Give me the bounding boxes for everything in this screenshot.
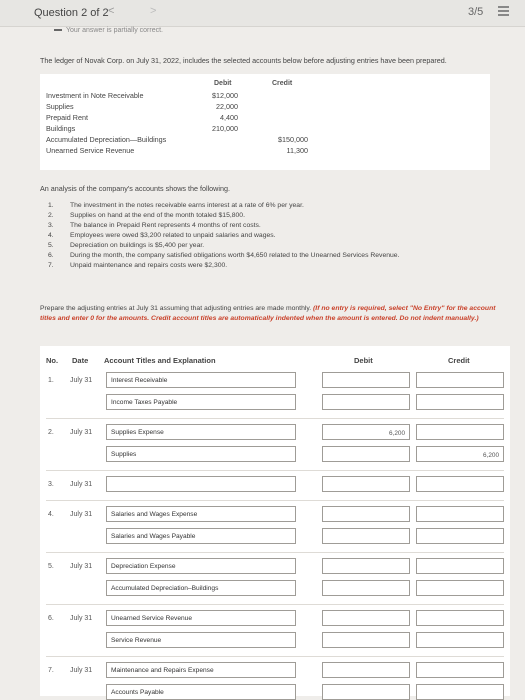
ledger-account-name: Investment in Note Receivable bbox=[46, 91, 144, 100]
entry-date: July 31 bbox=[70, 377, 93, 384]
analysis-item-number: 1. bbox=[48, 202, 54, 209]
entry-number: 4. bbox=[48, 511, 54, 518]
analysis-item bbox=[48, 262, 399, 272]
entry-date: July 31 bbox=[70, 563, 93, 570]
partial-correct-text: Your answer is partially correct. bbox=[66, 27, 164, 34]
debit-amount-field[interactable] bbox=[322, 446, 410, 462]
question-title: Question 2 of 2 bbox=[34, 7, 109, 19]
entry-date: July 31 bbox=[70, 429, 93, 436]
analysis-item-text: The investment in the notes receivable earns interest at a rate of 6% per year. bbox=[70, 202, 304, 209]
entry-divider bbox=[46, 552, 504, 553]
analysis-item-number: 7. bbox=[48, 262, 54, 269]
instructions-text: Prepare the adjusting entries at July 31 assuming that adjusting entries are made monthly. bbox=[40, 305, 312, 312]
minus-icon bbox=[54, 29, 62, 31]
account-title-field[interactable]: Income Taxes Payable bbox=[106, 394, 296, 410]
analysis-item-number: 2. bbox=[48, 212, 54, 219]
account-title-field[interactable] bbox=[106, 476, 296, 492]
analysis-item-text: Unpaid maintenance and repairs costs were $2,300. bbox=[70, 262, 228, 269]
account-title-field[interactable]: Salaries and Wages Payable bbox=[106, 528, 296, 544]
account-title-field[interactable]: Unearned Service Revenue bbox=[106, 610, 296, 626]
account-title-field[interactable]: Service Revenue bbox=[106, 632, 296, 648]
credit-amount-field[interactable] bbox=[416, 610, 504, 626]
debit-amount-field[interactable] bbox=[322, 394, 410, 410]
credit-amount-field[interactable] bbox=[416, 662, 504, 678]
ledger-debit-value: $12,000 bbox=[212, 91, 238, 100]
progress-indicator: 3/5 bbox=[468, 6, 484, 18]
ledger-account-name: Prepaid Rent bbox=[46, 113, 88, 122]
credit-amount-field[interactable] bbox=[416, 372, 504, 388]
debit-amount-field[interactable] bbox=[322, 372, 410, 388]
analysis-item bbox=[48, 212, 399, 222]
debit-amount-field[interactable] bbox=[322, 506, 410, 522]
entry-divider bbox=[46, 470, 504, 471]
entry-number: 1. bbox=[48, 377, 54, 384]
analysis-title: An analysis of the company's accounts shows the following. bbox=[40, 184, 230, 193]
debit-amount-field[interactable] bbox=[322, 558, 410, 574]
credit-amount-field[interactable] bbox=[416, 506, 504, 522]
analysis-item-number: 4. bbox=[48, 232, 54, 239]
analysis-item bbox=[48, 202, 399, 212]
account-title-field[interactable]: Accounts Payable bbox=[106, 684, 296, 700]
ledger-debit-value: 210,000 bbox=[212, 124, 238, 133]
account-title-field[interactable]: Supplies Expense bbox=[106, 424, 296, 440]
analysis-item-text: Depreciation on buildings is $5,400 per year. bbox=[70, 242, 205, 249]
entry-divider bbox=[46, 604, 504, 605]
previous-question-button[interactable]: < bbox=[108, 5, 115, 17]
debit-amount-field[interactable] bbox=[322, 476, 410, 492]
analysis-item bbox=[48, 252, 399, 262]
analysis-item-text: During the month, the company satisfied obligations worth $4,650 related to the Unearned Services Revenue. bbox=[70, 252, 400, 259]
journal-entry-table bbox=[40, 346, 510, 696]
account-title-field[interactable]: Supplies bbox=[106, 446, 296, 462]
entry-number: 5. bbox=[48, 563, 54, 570]
entry-date: July 31 bbox=[70, 511, 93, 518]
analysis-item bbox=[48, 232, 399, 242]
analysis-item bbox=[48, 222, 399, 232]
analysis-item-text: Supplies on hand at the end of the month totaled $15,800. bbox=[70, 212, 245, 219]
credit-amount-field[interactable] bbox=[416, 632, 504, 648]
debit-amount-field[interactable] bbox=[322, 684, 410, 700]
analysis-item bbox=[48, 242, 399, 252]
account-title-field[interactable]: Depreciation Expense bbox=[106, 558, 296, 574]
credit-amount-field[interactable] bbox=[416, 424, 504, 440]
entry-number: 2. bbox=[48, 429, 54, 436]
credit-amount-field[interactable]: 6,200 bbox=[416, 446, 504, 462]
ledger-account-name: Unearned Service Revenue bbox=[46, 146, 135, 155]
ledger-debit-value: 4,400 bbox=[220, 113, 238, 122]
ledger-credit-value: 11,300 bbox=[286, 146, 308, 155]
ledger-credit-header: Credit bbox=[272, 80, 293, 87]
entry-divider bbox=[46, 500, 504, 501]
entry-number: 3. bbox=[48, 481, 54, 488]
debit-amount-field[interactable] bbox=[322, 528, 410, 544]
credit-amount-field[interactable] bbox=[416, 558, 504, 574]
analysis-item-number: 3. bbox=[48, 222, 54, 229]
ledger-debit-value: 22,000 bbox=[216, 102, 238, 111]
analysis-item-text: The balance in Prepaid Rent represents 4 months of rent costs. bbox=[70, 222, 261, 229]
ledger-account-name: Buildings bbox=[46, 124, 76, 133]
entry-date: July 31 bbox=[70, 667, 93, 674]
analysis-item-text: Employees were owed $3,200 related to unpaid salaries and wages. bbox=[70, 232, 276, 239]
ledger-table bbox=[40, 74, 490, 170]
no-column-header: No. bbox=[46, 356, 59, 365]
credit-amount-field[interactable] bbox=[416, 476, 504, 492]
credit-amount-field[interactable] bbox=[416, 684, 504, 700]
debit-amount-field[interactable] bbox=[322, 632, 410, 648]
credit-column-header: Credit bbox=[448, 356, 470, 365]
analysis-item-number: 5. bbox=[48, 242, 54, 249]
instructions bbox=[40, 304, 510, 324]
entry-divider bbox=[46, 418, 504, 419]
ledger-credit-value: $150,000 bbox=[278, 135, 308, 144]
ledger-debit-header: Debit bbox=[214, 80, 232, 87]
debit-amount-field[interactable] bbox=[322, 662, 410, 678]
question-list-icon[interactable] bbox=[498, 6, 509, 16]
debit-column-header: Debit bbox=[354, 356, 373, 365]
account-title-field[interactable]: Interest Receivable bbox=[106, 372, 296, 388]
entry-number: 6. bbox=[48, 615, 54, 622]
next-question-button[interactable]: > bbox=[150, 5, 157, 17]
debit-amount-field[interactable]: 6,200 bbox=[322, 424, 410, 440]
analysis-list bbox=[48, 202, 399, 272]
debit-amount-field[interactable] bbox=[322, 580, 410, 596]
instructions-note: (If no entry is required, select "No Entry" for the account titles and enter 0 for the amounts. Credit account titles are automatically indented when the amount is entered. Do not indent manually.) bbox=[40, 305, 496, 322]
entry-date: July 31 bbox=[70, 615, 93, 622]
entry-number: 7. bbox=[48, 667, 54, 674]
account-column-header: Account Titles and Explanation bbox=[104, 356, 216, 365]
account-title-field[interactable]: Accumulated Depreciation–Buildings bbox=[106, 580, 296, 596]
date-column-header: Date bbox=[72, 356, 89, 365]
account-title-field[interactable]: Maintenance and Repairs Expense bbox=[106, 662, 296, 678]
credit-amount-field[interactable] bbox=[416, 394, 504, 410]
credit-amount-field[interactable] bbox=[416, 528, 504, 544]
problem-intro: The ledger of Novak Corp. on July 31, 2022, includes the selected accounts below before adjusting entries have been prepared. bbox=[40, 56, 447, 65]
top-bar bbox=[0, 0, 525, 27]
partial-correct-banner bbox=[54, 27, 163, 34]
entry-divider bbox=[46, 656, 504, 657]
ledger-account-name: Supplies bbox=[46, 102, 74, 111]
account-title-field[interactable]: Salaries and Wages Expense bbox=[106, 506, 296, 522]
entry-date: July 31 bbox=[70, 481, 93, 488]
debit-amount-field[interactable] bbox=[322, 610, 410, 626]
analysis-item-number: 6. bbox=[48, 252, 54, 259]
credit-amount-field[interactable] bbox=[416, 580, 504, 596]
ledger-account-name: Accumulated Depreciation—Buildings bbox=[46, 135, 167, 144]
